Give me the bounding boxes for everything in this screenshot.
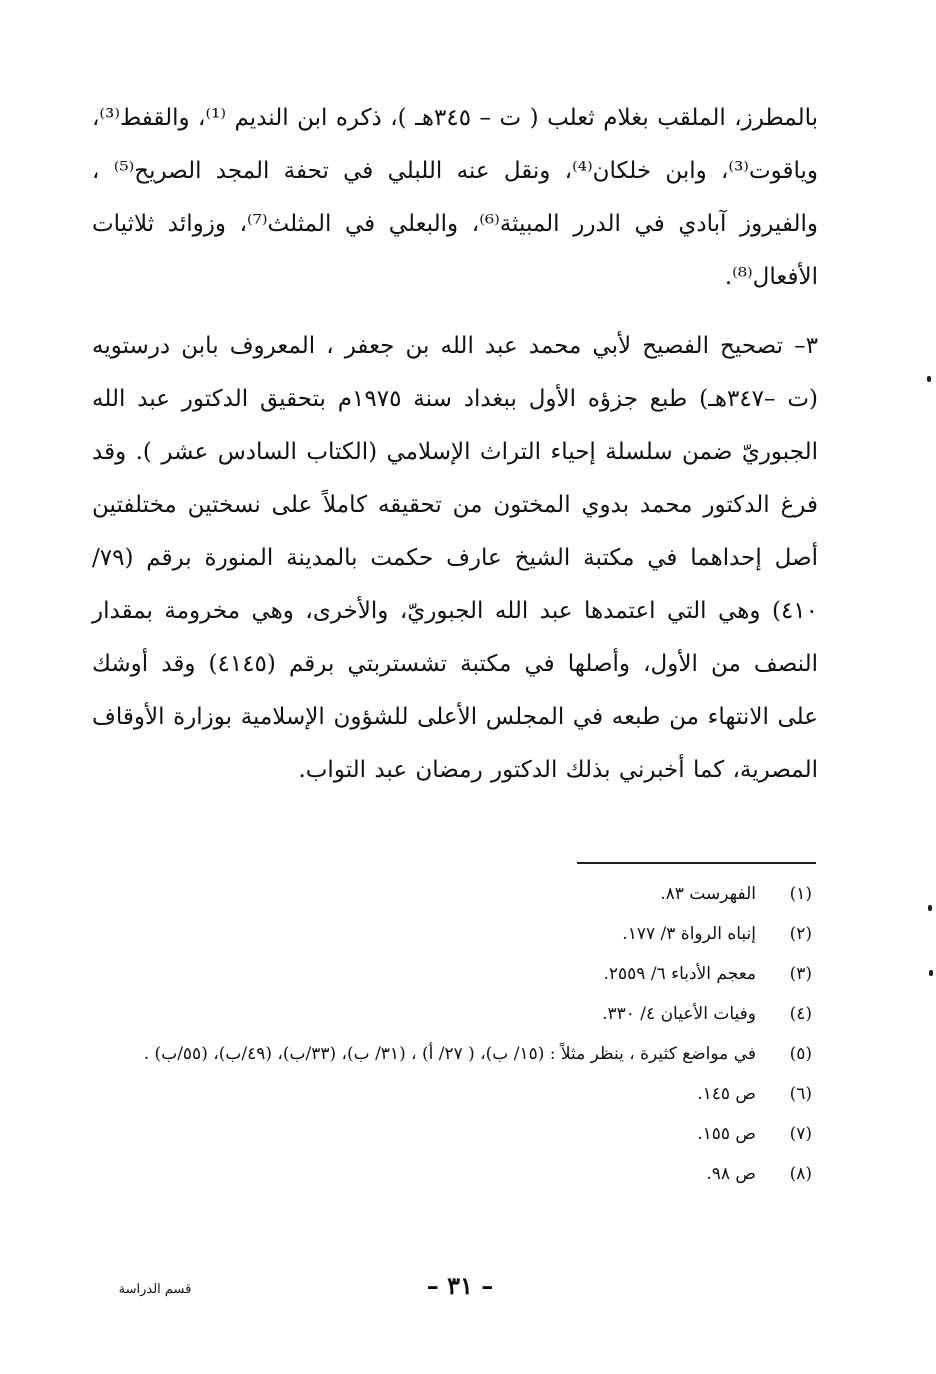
footnote-item	[92, 874, 812, 914]
footnote-item	[92, 1034, 812, 1074]
footnote-text: ص ٩٨.	[706, 1164, 756, 1184]
footnote-text: الفهرست ٨٣.	[660, 884, 756, 904]
footnote-number: (٥)	[789, 1044, 812, 1064]
footnote-item	[92, 994, 812, 1034]
footnote-item	[92, 914, 812, 954]
section-label: قسم الدراسة	[118, 1282, 192, 1297]
footnote-number: (٧)	[789, 1124, 812, 1144]
footnote-text: إنباه الرواة ٣/ ١٧٧.	[622, 924, 756, 944]
footnote-number: (٤)	[789, 1004, 812, 1024]
footnote-item	[92, 954, 812, 994]
scan-speck	[929, 970, 933, 976]
footnote-item	[92, 1114, 812, 1154]
paragraph-text: ٣– تصحيح الفصيح لأبي محمد عبد الله بن جعفر ، المعروف بابن درستويه (ت –٣٤٧هـ) طبع جزؤه الأول ببغداد سنة ١٩٧٥م بتحقيق الدكتور عبد الله الجبوريّ ضمن سلسلة إحياء التراث الإسلامي (الكتاب السادس عشر ). وقد فرغ الدكتور محمد بدوي المختون من تحقيقه كاملاً على نسختين مختلفتين أصل إحداهما في مكتبة الشيخ عارف حكمت بالمدينة المنورة برقم (٧٩/ ٤١٠) وهي التي اعتمدها عبد الله الجبوريّ، والأخرى، وهي مخرومة بمقدار النصف من الأول، وأصلها في مكتبة تشستربتي برقم (٤١٤٥) وقد أوشك على الانتهاء من طبعه في المجلس الأعلى للشؤون الإسلامية بوزارة الأوقاف المصرية، كما أخبرني بذلك الدكتور رمضان عبد التواب.	[92, 333, 819, 783]
footnote-text: معجم الأدباء ٦/ ٢٥٥٩.	[603, 964, 756, 984]
footnote-text: ص ١٥٥.	[697, 1124, 756, 1144]
footnotes-list	[92, 874, 812, 1194]
footnote-number: (٦)	[789, 1084, 812, 1104]
body-paragraph-2	[92, 320, 818, 797]
paragraph-text: بالمطرز، الملقب بغلام ثعلب ( ت – ٣٤٥هـ )، ذكره ابن النديم ⁽¹⁾، والقفط⁽³⁾، وياقوت⁽³⁾، وابن خلكان⁽⁴⁾، ونقل عنه اللبلي في تحفة المجد الصريح⁽⁵⁾ ، والفيروز آبادي في الدرر المبيثة⁽⁶⁾، والبعلي في المثلث⁽⁷⁾، وزوائد ثلاثيات الأفعال⁽⁸⁾.	[92, 105, 818, 290]
footnote-number: (١)	[789, 884, 812, 904]
footnote-item	[92, 1154, 812, 1194]
footnote-number: (٣)	[789, 964, 812, 984]
page-number: – ٣١ –	[426, 1271, 494, 1300]
scan-speck	[927, 376, 931, 382]
footnote-text: ص ١٤٥.	[697, 1084, 756, 1104]
footnote-separator	[577, 862, 816, 864]
footnote-number: (٢)	[789, 924, 812, 944]
scan-speck	[928, 905, 932, 911]
footnote-number: (٨)	[789, 1164, 812, 1184]
footnote-item	[92, 1074, 812, 1114]
footnote-text: وفيات الأعيان ٤/ ٣٣٠.	[602, 1004, 756, 1024]
body-paragraph-1	[92, 92, 818, 304]
footnote-text: في مواضع كثيرة ، ينظر مثلاً : (١٥/ ب)، ( ٢٧/ أ) ، (٣١/ ب)، (٣٣/ب)، (٤٩/ب)، (٥٥/ب) .	[143, 1044, 756, 1064]
